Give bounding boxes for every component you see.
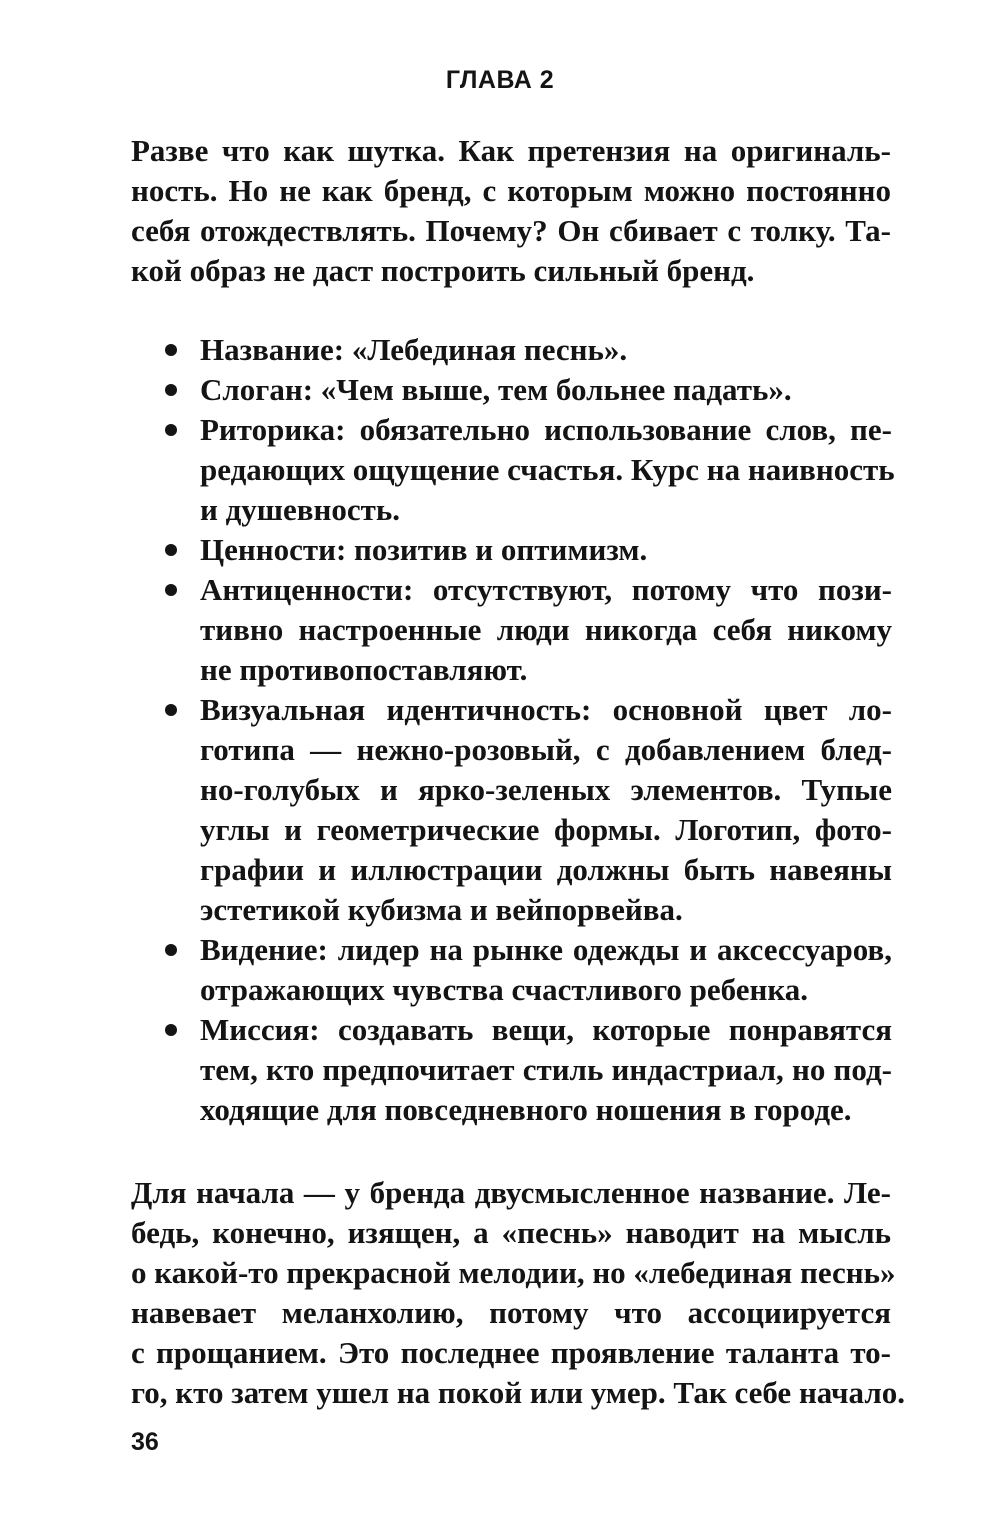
list-item-line: графии и иллюстрации должны быть навеяны [200, 852, 892, 887]
list-item-values [160, 530, 892, 570]
list-item-slogan [160, 370, 892, 410]
paragraph-line: ность. Но не как бренд, с которым можно постоянно [131, 173, 891, 208]
closing-paragraph [131, 1173, 905, 1413]
list-item-mission [160, 1010, 892, 1130]
bullet-icon [165, 384, 177, 396]
list-item-line: Риторика: обязательно использование слов, пе- [200, 412, 892, 447]
bullet-icon [165, 1024, 177, 1036]
list-item-line: Антиценности: отсутствуют, потому что пози- [200, 572, 892, 607]
list-item-line: Миссия: создавать вещи, которые понравятся [200, 1012, 892, 1047]
list-item-line: и душевность. [200, 492, 400, 527]
list-item-vision [160, 930, 892, 1010]
list-item-line: не противопоставляют. [200, 652, 528, 687]
paragraph-line: бедь, конечно, изящен, а «песнь» наводит на мысль [131, 1215, 891, 1250]
page-number: 36 [131, 1428, 159, 1456]
bullet-icon [165, 944, 177, 956]
intro-paragraph [131, 131, 891, 291]
bullet-icon [165, 584, 177, 596]
list-item-rhetoric [160, 410, 895, 530]
chapter-heading: ГЛАВА 2 [445, 66, 555, 94]
paragraph-line: себя отождествлять. Почему? Он сбивает с толку. Та- [131, 213, 891, 248]
paragraph-line: навевает меланхолию, потому что ассоциируется [131, 1295, 891, 1330]
bullet-icon [165, 544, 177, 556]
list-item-line: Слоган: «Чем выше, тем больнее падать». [200, 372, 792, 407]
list-item-line: но-голубых и ярко-зеленых элементов. Тупые [200, 772, 892, 807]
list-item-line: тем, кто предпочитает стиль индастриал, но под- [200, 1052, 892, 1087]
list-item-line: Название: «Лебединая песнь». [200, 332, 628, 367]
list-item-line: эстетикой кубизма и вейпорвейва. [200, 892, 683, 927]
paragraph-line: го, кто затем ушел на покой или умер. Так себе начало. [131, 1375, 905, 1410]
list-item-line: Ценности: позитив и оптимизм. [200, 532, 648, 567]
list-item-line: отражающих чувства счастливого ребенка. [200, 972, 808, 1007]
list-item-line: ходящие для повседневного ношения в городе. [200, 1092, 852, 1127]
list-item-line: углы и геометрические формы. Логотип, фото- [200, 812, 892, 847]
list-item-antivalues [160, 570, 892, 690]
bullet-icon [165, 344, 177, 356]
bullet-icon [165, 424, 177, 436]
list-item-line: редающих ощущение счастья. Курс на наивность [200, 452, 895, 487]
bullet-icon [165, 704, 177, 716]
paragraph-line: Для начала — у бренда двусмысленное название. Ле- [131, 1175, 891, 1210]
list-item-line: Видение: лидер на рынке одежды и аксессуаров, [200, 932, 892, 967]
list-item-line: Визуальная идентичность: основной цвет ло- [200, 692, 892, 727]
brand-attributes-list [160, 330, 895, 1130]
paragraph-line: кой образ не даст построить сильный бренд. [131, 253, 755, 288]
paragraph-line: о какой-то прекрасной мелодии, но «лебединая песнь» [131, 1255, 896, 1290]
list-item-name [160, 330, 892, 370]
list-item-visual-identity [160, 690, 892, 930]
list-item-line: тивно настроенные люди никогда себя никому [200, 612, 892, 647]
paragraph-line: Разве что как шутка. Как претензия на оригиналь- [131, 133, 891, 168]
paragraph-line: с прощанием. Это последнее проявление таланта то- [131, 1335, 891, 1370]
list-item-line: готипа — нежно-розовый, с добавлением блед- [200, 732, 892, 767]
